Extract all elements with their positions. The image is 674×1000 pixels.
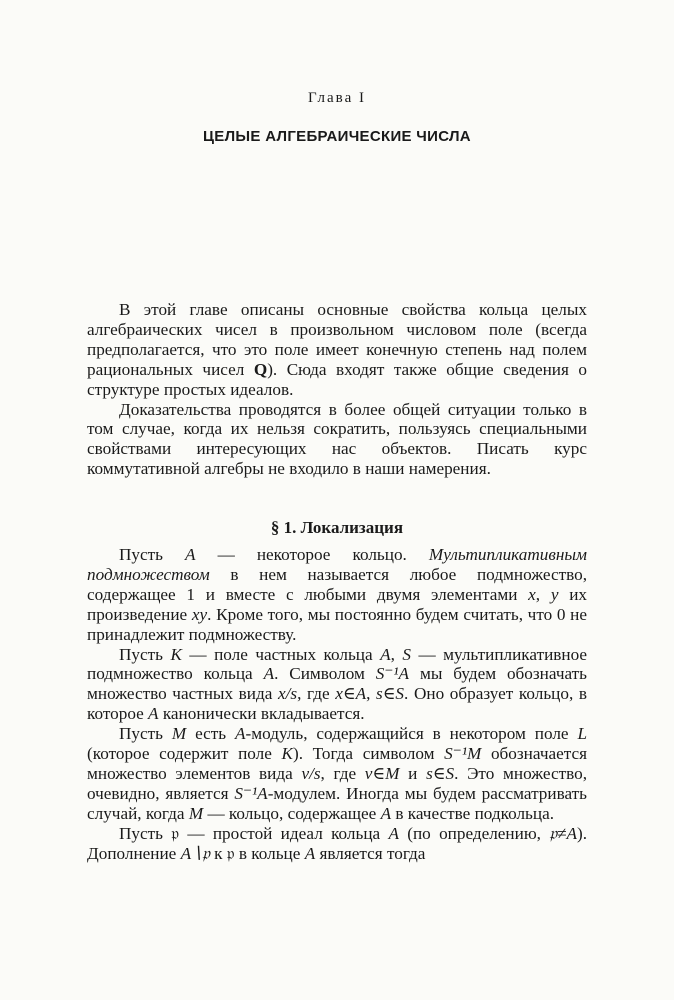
chapter-title: ЦЕЛЫЕ АЛГЕБРАИЧЕСКИЕ ЧИСЛА: [203, 128, 471, 145]
section-body: [87, 545, 587, 864]
section-title: § 1. Локализация: [270, 518, 404, 537]
intro-paragraph-1: В этой главе описаны основные свойства кольца целых алгебраических чисел в произвольном числовом поле (всегда предполагается, что это поле имеет конечную степень над полем рациональных чисел Q). Сюда входят также общие сведения о структуре простых идеалов.: [87, 300, 587, 399]
body-paragraph-1: Пусть A — некоторое кольцо. Мультипликативным подмножеством в нем называется любое подмножество, содержащее 1 и вместе с любыми двумя элементами x, y их произведение xy. Кроме того, мы постоянно будем считать, что 0 не принадлежит подмножеству.: [87, 545, 587, 644]
body-paragraph-3: Пусть M есть A-модуль, содержащийся в некотором поле L (которое содержит поле K). Тогда символом S⁻¹M обозначается множество элементов вида v/s, где v∈M и s∈S. Это множество, очевидно, является S⁻¹A-модулем. Иногда мы будем рассматривать случай, когда M — кольцо, содержащее A в качестве подкольца.: [87, 724, 587, 823]
intro-paragraph-2: Доказательства проводятся в более общей ситуации только в том случае, когда их нельзя сократить, пользуясь специальными свойствами интересующих нас объектов. Писать курс коммутативной алгебры не входило в наши намерения.: [87, 399, 587, 479]
body-paragraph-4: Пусть 𝔭 — простой идеал кольца A (по определению, 𝔭≠A). Дополнение A∖𝔭 к 𝔭 в кольце A является тогда: [87, 823, 588, 863]
body-paragraph-2: Пусть K — поле частных кольца A, S — мультипликативное подмножество кольца A. Символом S⁻¹A мы будем обозначать множество частных вида x/s, где x∈A, s∈S. Оно образует кольцо, в которое A канонически вкладывается.: [87, 644, 588, 724]
chapter-intro: [87, 300, 587, 479]
chapter-label: Глава I: [308, 90, 366, 106]
